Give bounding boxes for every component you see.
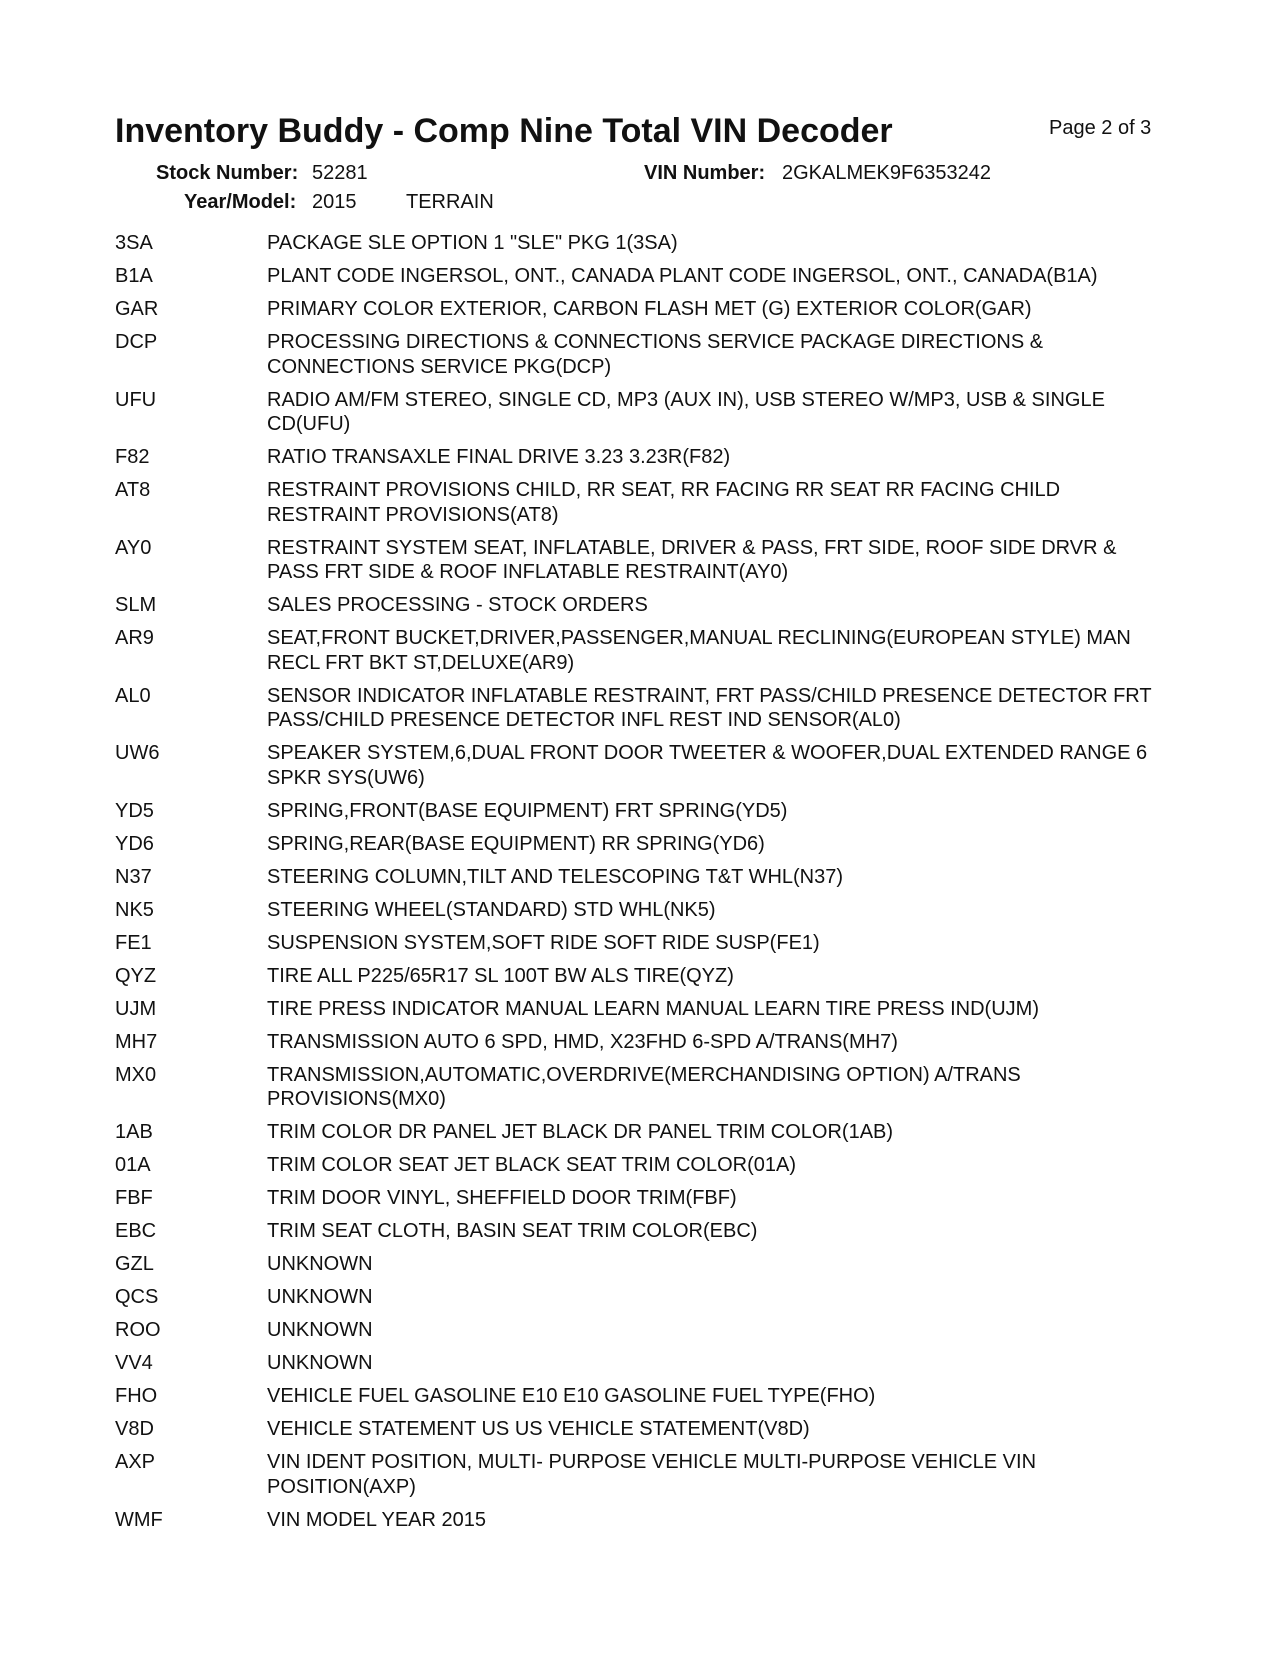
option-description: SENSOR INDICATOR INFLATABLE RESTRAINT, FRT PASS/CHILD PRESENCE DETECTOR FRT PASS/CHILD PRESENCE DETECTOR INFL REST IND SENSOR(AL0)	[267, 684, 1152, 731]
document-title: Inventory Buddy - Comp Nine Total VIN Decoder	[115, 112, 893, 150]
option-code: MH7	[115, 1030, 158, 1053]
option-code: QCS	[115, 1286, 159, 1308]
option-code: GAR	[115, 298, 159, 320]
option-code: F82	[115, 446, 150, 468]
page-number: Page 2 of 3	[1049, 117, 1152, 139]
option-row	[115, 964, 1165, 989]
option-code: FE1	[115, 931, 152, 954]
option-code: 3SA	[115, 232, 153, 254]
option-code: QYZ	[115, 964, 157, 987]
option-description: UNKNOWN	[267, 1319, 373, 1341]
option-description: TRIM SEAT CLOTH, BASIN SEAT TRIM COLOR(EBC)	[267, 1220, 758, 1242]
option-description: RESTRAINT SYSTEM SEAT, INFLATABLE, DRIVER & PASS, FRT SIDE, ROOF SIDE DRVR & PASS FRT SIDE & ROOF INFLATABLE RESTRAINT(AY0)	[267, 536, 1117, 583]
option-row	[115, 1120, 1165, 1145]
option-code: NK5	[115, 898, 154, 921]
option-code: N37	[115, 865, 152, 888]
option-description: VIN IDENT POSITION, MULTI- PURPOSE VEHICLE MULTI-PURPOSE VEHICLE VIN POSITION(AXP)	[267, 1451, 1037, 1498]
option-description: PLANT CODE INGERSOL, ONT., CANADA PLANT CODE INGERSOL, ONT., CANADA(B1A)	[267, 265, 1098, 287]
option-description: UNKNOWN	[267, 1286, 373, 1308]
option-code: YD5	[115, 799, 154, 822]
option-row	[115, 388, 1165, 437]
option-description: SPEAKER SYSTEM,6,DUAL FRONT DOOR TWEETER & WOOFER,DUAL EXTENDED RANGE 6 SPKR SYS(UW6)	[267, 742, 1148, 789]
option-row	[115, 1318, 1165, 1343]
option-row	[115, 1219, 1165, 1244]
option-description: STEERING COLUMN,TILT AND TELESCOPING T&T WHL(N37)	[267, 865, 844, 888]
year-model-label: Year/Model:	[184, 191, 297, 213]
option-description: SUSPENSION SYSTEM,SOFT RIDE SOFT RIDE SUSP(FE1)	[267, 931, 820, 954]
option-code: AR9	[115, 627, 154, 649]
option-code: WMF	[115, 1508, 163, 1531]
option-code: ROO	[115, 1319, 161, 1341]
vin-number-value: 2GKALMEK9F6353242	[782, 162, 992, 184]
option-row	[115, 1153, 1165, 1178]
option-code: UW6	[115, 742, 160, 764]
option-row	[115, 593, 1165, 618]
option-code: 01A	[115, 1154, 151, 1176]
option-description: RESTRAINT PROVISIONS CHILD, RR SEAT, RR FACING RR SEAT RR FACING CHILD RESTRAINT PROVISIONS(AT8)	[267, 479, 1061, 526]
option-code: DCP	[115, 331, 158, 353]
option-row	[115, 997, 1165, 1022]
option-description: TRIM COLOR DR PANEL JET BLACK DR PANEL TRIM COLOR(1AB)	[267, 1121, 894, 1143]
option-row	[115, 1063, 1165, 1112]
option-row	[115, 231, 1165, 256]
option-code: B1A	[115, 265, 153, 287]
option-description: VIN MODEL YEAR 2015	[267, 1508, 486, 1531]
option-description: PRIMARY COLOR EXTERIOR, CARBON FLASH MET (G) EXTERIOR COLOR(GAR)	[267, 298, 1032, 320]
option-code: SLM	[115, 594, 157, 616]
option-code: GZL	[115, 1253, 154, 1275]
option-row	[115, 931, 1165, 956]
option-row	[115, 297, 1165, 322]
option-row	[115, 898, 1165, 923]
model-value: TERRAIN	[406, 191, 494, 213]
option-description: TRANSMISSION,AUTOMATIC,OVERDRIVE(MERCHANDISING OPTION) A/TRANS PROVISIONS(MX0)	[267, 1063, 1021, 1110]
option-description: TIRE PRESS INDICATOR MANUAL LEARN MANUAL LEARN TIRE PRESS IND(UJM)	[267, 997, 1039, 1020]
option-description: PACKAGE SLE OPTION 1 "SLE" PKG 1(3SA)	[267, 232, 678, 254]
option-code: AT8	[115, 479, 151, 501]
option-row	[115, 1351, 1165, 1376]
option-description: STEERING WHEEL(STANDARD) STD WHL(NK5)	[267, 898, 716, 921]
option-description: SALES PROCESSING - STOCK ORDERS	[267, 594, 648, 616]
option-row	[115, 799, 1165, 824]
option-code: YD6	[115, 832, 154, 855]
option-code: AXP	[115, 1451, 156, 1473]
option-description: SPRING,REAR(BASE EQUIPMENT) RR SPRING(YD6)	[267, 832, 765, 855]
option-code: 1AB	[115, 1121, 153, 1143]
option-description: TRIM COLOR SEAT JET BLACK SEAT TRIM COLOR(01A)	[267, 1154, 797, 1176]
option-row	[115, 264, 1165, 289]
option-description: TIRE ALL P225/65R17 SL 100T BW ALS TIRE(QYZ)	[267, 964, 734, 987]
option-description: RADIO AM/FM STEREO, SINGLE CD, MP3 (AUX IN), USB STEREO W/MP3, USB & SINGLE CD(UFU)	[267, 388, 1105, 435]
option-code: FBF	[115, 1187, 153, 1209]
option-code: AY0	[115, 536, 152, 559]
option-description: PROCESSING DIRECTIONS & CONNECTIONS SERVICE PACKAGE DIRECTIONS & CONNECTIONS SERVICE PKG(DCP)	[267, 331, 1044, 378]
option-description: VEHICLE STATEMENT US US VEHICLE STATEMENT(V8D)	[267, 1418, 810, 1440]
option-description: SPRING,FRONT(BASE EQUIPMENT) FRT SPRING(YD5)	[267, 799, 788, 822]
option-row	[115, 1030, 1165, 1055]
option-description: UNKNOWN	[267, 1253, 373, 1275]
option-code: EBC	[115, 1220, 157, 1242]
stock-number-label: Stock Number:	[156, 162, 299, 184]
option-row	[115, 865, 1165, 890]
option-description: RATIO TRANSAXLE FINAL DRIVE 3.23 3.23R(F82)	[267, 446, 731, 468]
option-row	[115, 741, 1165, 790]
option-row	[115, 1450, 1165, 1499]
option-row	[115, 330, 1165, 379]
option-row	[115, 1285, 1165, 1310]
option-row	[115, 1186, 1165, 1211]
option-code: FHO	[115, 1385, 158, 1407]
option-row	[115, 1508, 1165, 1533]
option-description: UNKNOWN	[267, 1352, 373, 1374]
option-code: UJM	[115, 997, 157, 1020]
option-row	[115, 1384, 1165, 1409]
option-code: AL0	[115, 684, 151, 707]
option-row	[115, 536, 1165, 585]
option-code: V8D	[115, 1418, 154, 1440]
option-description: VEHICLE FUEL GASOLINE E10 E10 GASOLINE FUEL TYPE(FHO)	[267, 1385, 876, 1407]
year-value: 2015	[312, 191, 357, 213]
stock-number-value: 52281	[312, 162, 368, 184]
option-row	[115, 626, 1165, 675]
vin-number-label: VIN Number:	[644, 162, 766, 184]
option-description: SEAT,FRONT BUCKET,DRIVER,PASSENGER,MANUAL RECLINING(EUROPEAN STYLE) MAN RECL FRT BKT ST,DELUXE(AR9)	[267, 627, 1131, 674]
option-code-list	[115, 231, 1165, 1541]
option-row	[115, 1417, 1165, 1442]
option-row	[115, 478, 1165, 527]
option-code: MX0	[115, 1063, 157, 1086]
option-code: UFU	[115, 388, 157, 411]
option-description: TRIM DOOR VINYL, SHEFFIELD DOOR TRIM(FBF)	[267, 1187, 737, 1209]
option-row	[115, 684, 1165, 733]
option-code: VV4	[115, 1352, 153, 1374]
option-row	[115, 832, 1165, 857]
option-row	[115, 1252, 1165, 1277]
option-row	[115, 445, 1165, 470]
option-description: TRANSMISSION AUTO 6 SPD, HMD, X23FHD 6-SPD A/TRANS(MH7)	[267, 1030, 898, 1053]
